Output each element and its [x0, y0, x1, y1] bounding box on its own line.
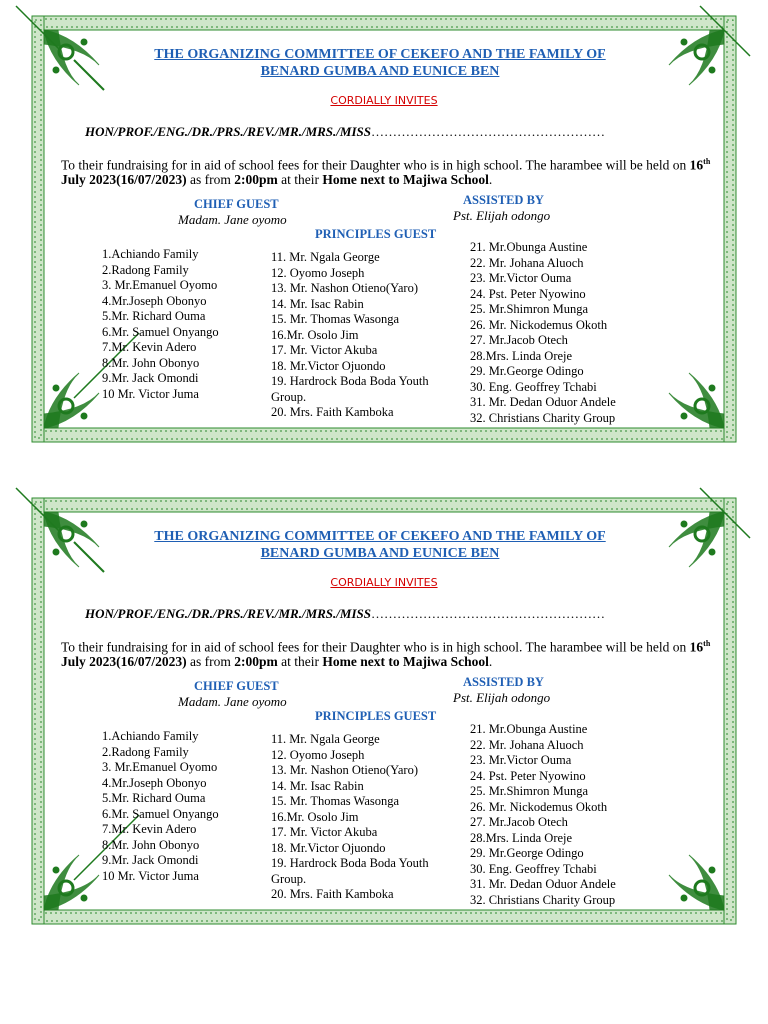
list-item: 20. Mrs. Faith Kamboka: [271, 887, 394, 901]
honorifics-line: [85, 606, 605, 622]
list-item: 6.Mr. Samuel Onyango: [102, 806, 219, 821]
list-item: 4.Mr.Joseph Obonyo: [102, 775, 207, 790]
list-item: 2.Radong Family: [102, 744, 189, 759]
list-item: 14. Mr. Isac Rabin: [271, 778, 364, 793]
list-item: 5.Mr. Richard Ouma: [102, 791, 206, 805]
list-item: 22. Mr. Johana Aluoch: [470, 255, 584, 270]
list-item: 18. Mr.Victor Ojuondo: [271, 840, 386, 855]
list-item: 8.Mr. John Obonyo: [102, 837, 200, 852]
list-item: 16.Mr. Osolo Jim: [271, 327, 359, 342]
list-item: 9.Mr. Jack Omondi: [102, 853, 199, 867]
list-item: 18. Mr.Victor Ojuondo: [271, 358, 386, 373]
assisted-by-label: ASSISTED BY: [463, 193, 544, 207]
date-day: 16: [689, 157, 704, 173]
list-item: 9.Mr. Jack Omondi: [102, 371, 199, 385]
chief-guest-label: CHIEF GUEST: [194, 197, 279, 211]
guest-list-column-1: [102, 729, 219, 884]
list-item: 24. Pst. Peter Nyowino: [470, 286, 586, 301]
list-item: 2.Radong Family: [102, 262, 189, 277]
list-item: 4.Mr.Joseph Obonyo: [102, 293, 207, 308]
date-suffix: th: [703, 157, 711, 166]
event-date: July 2023(16/07/2023): [61, 171, 187, 187]
guest-list-column-3: [470, 722, 616, 908]
invitation-card-2: [0, 482, 768, 922]
assisted-by-name: Pst. Elijah odongo: [453, 208, 551, 223]
event-venue: Home next to Majiwa School: [322, 653, 489, 669]
list-item: 17. Mr. Victor Akuba: [271, 343, 378, 357]
invitation-title: [100, 528, 660, 562]
assisted-by-name: Pst. Elijah odongo: [453, 690, 551, 705]
list-item: 17. Mr. Victor Akuba: [271, 825, 378, 839]
invitation-card-1: [0, 0, 768, 440]
list-item: 3. Mr.Emanuel Oyomo: [102, 278, 218, 292]
principles-guest-label: PRINCIPLES GUEST: [315, 709, 437, 723]
list-item: 24. Pst. Peter Nyowino: [470, 768, 586, 783]
list-item: 8.Mr. John Obonyo: [102, 355, 200, 370]
list-item: 30. Eng. Geoffrey Tchabi: [470, 379, 597, 394]
list-item: 32. Christians Charity Group: [470, 410, 616, 425]
list-item: 3. Mr.Emanuel Oyomo: [102, 760, 218, 774]
chief-guest-label: CHIEF GUEST: [194, 679, 279, 693]
list-item: 29. Mr.George Odingo: [470, 364, 584, 378]
list-item: 15. Mr. Thomas Wasonga: [271, 312, 400, 326]
list-item: 30. Eng. Geoffrey Tchabi: [470, 861, 597, 876]
desc-part-3: at their: [277, 653, 323, 669]
desc-part-1: To their fundraising for in aid of school fees for their Daughter who is in high school. The harambee will be held on: [61, 157, 690, 173]
list-item: 27. Mr.Jacob Otech: [470, 815, 568, 829]
name-blank: ………………………………………………: [370, 606, 605, 621]
guest-list-column-1: [102, 247, 219, 402]
list-item: 1.Achiando Family: [102, 247, 199, 261]
list-item: 31. Mr. Dedan Oduor Andele: [470, 877, 616, 891]
guest-list-column-2: [271, 250, 461, 421]
list-item: 16.Mr. Osolo Jim: [271, 809, 359, 824]
title-line-1: THE ORGANIZING COMMITTEE OF CEKEFO AND THE FAMILY OF: [154, 529, 606, 544]
list-item: 12. Oyomo Joseph: [271, 265, 365, 280]
list-item: 28.Mrs. Linda Oreje: [470, 830, 573, 845]
desc-end: .: [488, 171, 493, 187]
list-item: 25. Mr.Shimron Munga: [470, 784, 589, 798]
cordially-invites: CORDIALLY INVITES: [330, 576, 438, 589]
assisted-by-label: ASSISTED BY: [463, 675, 544, 689]
list-item: 31. Mr. Dedan Oduor Andele: [470, 395, 616, 409]
event-description: [61, 637, 711, 669]
event-venue: Home next to Majiwa School: [322, 171, 489, 187]
list-item: 7.Mr. Kevin Adero: [102, 340, 197, 354]
title-line-1: THE ORGANIZING COMMITTEE OF CEKEFO AND THE FAMILY OF: [154, 47, 606, 62]
invitation-title: [100, 46, 660, 80]
desc-end: .: [488, 653, 493, 669]
honorifics-line: [85, 124, 605, 140]
list-item: 26. Mr. Nickodemus Okoth: [470, 799, 608, 814]
event-description: [61, 155, 711, 187]
honorifics: HON/PROF./ENG./DR./PRS./REV./MR./MRS./MISS: [85, 606, 371, 621]
list-item: 6.Mr. Samuel Onyango: [102, 324, 219, 339]
list-item: 13. Mr. Nashon Otieno(Yaro): [271, 763, 418, 777]
list-item: 1.Achiando Family: [102, 729, 199, 743]
event-time: 2:00pm: [234, 653, 278, 669]
list-item: 5.Mr. Richard Ouma: [102, 309, 206, 323]
list-item: 21. Mr.Obunga Austine: [470, 240, 588, 254]
list-item: 23. Mr.Victor Ouma: [470, 271, 572, 285]
list-item: 29. Mr.George Odingo: [470, 846, 584, 860]
desc-part-3: at their: [277, 171, 323, 187]
list-item: 10 Mr. Victor Juma: [102, 868, 199, 883]
list-item: 19. Hardrock Boda Boda Youth Group.: [271, 856, 429, 886]
list-item: 26. Mr. Nickodemus Okoth: [470, 317, 608, 332]
list-item: 27. Mr.Jacob Otech: [470, 333, 568, 347]
desc-part-2: as from: [186, 653, 235, 669]
title-line-2: BENARD GUMBA AND EUNICE BEN: [260, 546, 500, 561]
list-item: 10 Mr. Victor Juma: [102, 386, 199, 401]
chief-guest-name: Madam. Jane oyomo: [178, 694, 287, 709]
desc-part-2: as from: [186, 171, 235, 187]
event-date: July 2023(16/07/2023): [61, 653, 187, 669]
guest-list-column-3: [470, 240, 616, 426]
list-item: 23. Mr.Victor Ouma: [470, 753, 572, 767]
name-blank: ………………………………………………: [370, 124, 605, 139]
cordially-invites: CORDIALLY INVITES: [330, 94, 438, 107]
honorifics: HON/PROF./ENG./DR./PRS./REV./MR./MRS./MISS: [85, 124, 371, 139]
list-item: 22. Mr. Johana Aluoch: [470, 737, 584, 752]
chief-guest-name: Madam. Jane oyomo: [178, 212, 287, 227]
title-line-2: BENARD GUMBA AND EUNICE BEN: [260, 64, 500, 79]
list-item: 19. Hardrock Boda Boda Youth Group.: [271, 374, 429, 404]
list-item: 14. Mr. Isac Rabin: [271, 296, 364, 311]
list-item: 21. Mr.Obunga Austine: [470, 722, 588, 736]
date-day: 16: [689, 639, 704, 655]
event-time: 2:00pm: [234, 171, 278, 187]
guest-list-column-2: [271, 732, 461, 903]
principles-guest-label: PRINCIPLES GUEST: [315, 227, 437, 241]
list-item: 7.Mr. Kevin Adero: [102, 822, 197, 836]
list-item: 11. Mr. Ngala George: [271, 250, 380, 264]
desc-part-1: To their fundraising for in aid of school fees for their Daughter who is in high school. The harambee will be held on: [61, 639, 690, 655]
list-item: 12. Oyomo Joseph: [271, 747, 365, 762]
list-item: 32. Christians Charity Group: [470, 892, 616, 907]
date-suffix: th: [703, 639, 711, 648]
list-item: 13. Mr. Nashon Otieno(Yaro): [271, 281, 418, 295]
list-item: 15. Mr. Thomas Wasonga: [271, 794, 400, 808]
list-item: 28.Mrs. Linda Oreje: [470, 348, 573, 363]
list-item: 20. Mrs. Faith Kamboka: [271, 405, 394, 419]
list-item: 11. Mr. Ngala George: [271, 732, 380, 746]
list-item: 25. Mr.Shimron Munga: [470, 302, 589, 316]
